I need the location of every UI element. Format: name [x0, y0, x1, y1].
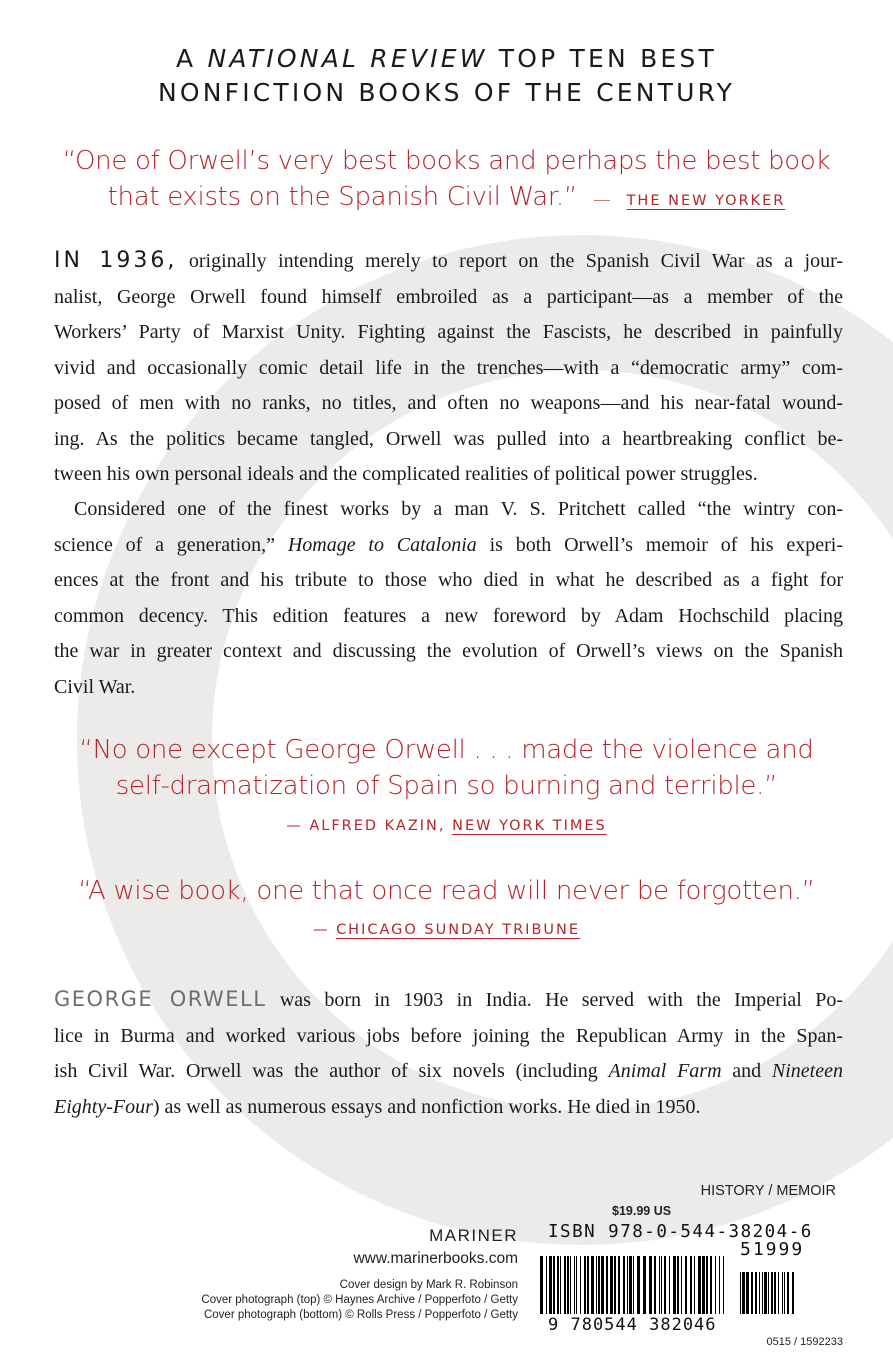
barcode-bar: [784, 1272, 785, 1314]
quote-line: [30, 179, 863, 219]
barcode-bar: [768, 1272, 769, 1314]
quote-line: “One of Orwell’s very best books and perhaps the best book: [62, 146, 831, 176]
barcode-bar: [587, 1256, 589, 1314]
barcode-bar: [782, 1272, 783, 1314]
barcode-bar: [762, 1272, 763, 1314]
barcode-bar: [618, 1256, 620, 1314]
barcode-bar: [759, 1272, 760, 1314]
text-line: [54, 1090, 843, 1126]
barcode-bar: [627, 1256, 628, 1314]
quote-tribune-attribution: [0, 922, 893, 938]
barcode-bar: [580, 1256, 581, 1314]
barcode-bar: [591, 1256, 594, 1314]
barcode-digits: 9 780544 382046: [545, 1315, 720, 1335]
quote-source: THE NEW YORKER: [626, 193, 786, 209]
credit-line: Cover design by Mark R. Robinson: [339, 1279, 518, 1291]
author-bio: [54, 982, 843, 1125]
attribution-prefix: — ALFRED KAZIN,: [286, 818, 453, 834]
quote-text: that exists on the Spanish Civil War.”: [107, 182, 577, 212]
barcode-bar: [610, 1256, 613, 1314]
barcode-bar: [751, 1272, 753, 1314]
barcode-bar: [792, 1272, 794, 1314]
barcode-bar: [633, 1256, 634, 1314]
text-line: common decency. This edition features a new foreword by Adam Hochschild placing: [54, 604, 843, 627]
text-segment: ish Civil War. Orwell was the author of six novels (including: [54, 1060, 609, 1082]
text-line: ences at the front and his tribute to those who died in what he described as a fight for: [54, 569, 843, 591]
barcode-bar: [601, 1256, 604, 1314]
barcode-bar: [746, 1272, 749, 1314]
barcode-bar: [576, 1256, 577, 1314]
barcode-bar: [698, 1256, 701, 1314]
text-segment: originally intending merely to report on the Spanish Civil War as a jour-: [177, 250, 843, 272]
barcode-bar: [787, 1272, 789, 1314]
barcode-bar: [574, 1256, 575, 1314]
description-paragraph-2: [54, 492, 843, 705]
text-line: vivid and occasionally comic detail life in the trenches—with a “democratic army” com-: [54, 356, 843, 379]
quote-kazin: [30, 732, 863, 804]
text-line: Civil War.: [54, 675, 136, 698]
text-line: lice in Burma and worked various jobs before joining the Republican Army in the Span-: [54, 1024, 843, 1047]
text-line: [54, 1054, 843, 1090]
barcode-bar: [694, 1256, 695, 1314]
barcode-bar: [771, 1272, 773, 1314]
text-line: Considered one of the finest works by a man V. S. Pritchett called “the wintry con-: [74, 498, 843, 520]
book-title: Animal Farm: [608, 1060, 722, 1082]
headline-prefix: A: [176, 44, 208, 73]
barcode-bar: [598, 1256, 600, 1314]
quote-tribune: [30, 873, 863, 909]
quote-line: “No one except George Orwell . . . made the violence and: [79, 735, 814, 765]
barcode-bar: [669, 1256, 670, 1314]
barcode-bar: [778, 1272, 779, 1314]
headline-suffix: TOP TEN BEST: [487, 44, 717, 73]
attribution-prefix: —: [312, 922, 337, 938]
barcode-bars: [540, 1256, 730, 1314]
barcode-bar: [596, 1256, 597, 1314]
barcode-bar: [557, 1256, 559, 1314]
barcode-bar: [567, 1256, 569, 1314]
credit-line: Cover photograph (bottom) © Rolls Press / Popperfoto / Getty: [203, 1309, 518, 1321]
quote-kazin-attribution: [0, 818, 893, 834]
barcode-bar: [637, 1256, 640, 1314]
barcode-bar: [570, 1256, 571, 1314]
quote-line: self-dramatization of Spain so burning and terrible.”: [115, 771, 778, 801]
barcode-bar: [673, 1256, 676, 1314]
barcode-bar: [649, 1256, 652, 1314]
headline-line-2: NONFICTION BOOKS OF THE CENTURY: [157, 78, 736, 107]
book-title: Nineteen: [771, 1060, 843, 1082]
headline-italic: NATIONAL REVIEW: [207, 44, 488, 73]
quote-dash: —: [592, 189, 611, 210]
barcode-bar: [659, 1256, 660, 1314]
barcode-bar: [690, 1256, 692, 1314]
price-code: 51999: [740, 1239, 805, 1260]
price-label: $19.99 US: [612, 1204, 672, 1218]
barcode-bar: [661, 1256, 662, 1314]
barcode-bar: [755, 1272, 757, 1314]
isbn-text: ISBN 978-0-544-38204-6: [548, 1222, 813, 1242]
barcode-bar: [553, 1256, 555, 1314]
text-segment: ) as well as numerous essays and nonfiction works. He died in 1950.: [152, 1095, 701, 1118]
author-name: GEORGE ORWELL: [54, 987, 267, 1011]
text-segment: was born in 1903 in India. He served with the Imperial Po-: [266, 989, 843, 1011]
text-line: tween his own personal ideals and the complicated realities of political power struggles.: [54, 463, 758, 485]
text-line: [54, 982, 843, 1019]
barcode-bar: [774, 1272, 776, 1314]
text-line: posed of men with no ranks, no titles, and often no weapons—and his near-fatal wound-: [54, 392, 843, 414]
text-line: [54, 243, 843, 280]
quote-line: “A wise book, one that once read will never be forgotten.”: [78, 876, 815, 906]
cover-credits: [201, 1278, 518, 1323]
barcode-bar: [740, 1272, 741, 1314]
lead-in: IN 1936,: [54, 248, 178, 273]
barcode-bar: [764, 1272, 767, 1314]
book-title: Homage to Catalonia: [287, 533, 477, 556]
barcode-bar: [540, 1256, 543, 1314]
barcode-bar: [560, 1256, 561, 1314]
barcode-bar: [664, 1256, 666, 1314]
publisher-website[interactable]: www.marinerbooks.com: [353, 1250, 518, 1267]
credit-line: Cover photograph (top) © Haynes Archive / Popperfoto / Getty: [201, 1294, 518, 1306]
quote-new-yorker: [30, 143, 863, 219]
barcode-bar: [677, 1256, 679, 1314]
barcode-bar: [629, 1256, 632, 1314]
barcode-bar: [549, 1256, 552, 1314]
text-line: Workers’ Party of Marxist Unity. Fighting against the Fascists, he described in painfully: [54, 321, 843, 343]
barcode-bar: [606, 1256, 608, 1314]
barcode-bar: [623, 1256, 625, 1314]
text-line: ing. As the politics became tangled, Orwell was pulled into a heartbreaking conflict be-: [54, 427, 843, 450]
description-paragraph-1: [54, 243, 843, 493]
text-segment: science of a generation,”: [54, 533, 288, 556]
barcode-bar: [681, 1256, 682, 1314]
quote-source: NEW YORK TIMES: [452, 818, 607, 834]
text-segment: and: [721, 1060, 772, 1082]
product-code: 0515 / 1592233: [766, 1336, 843, 1348]
text-line: nalist, George Orwell found himself embroiled as a participant—as a member of the: [54, 285, 843, 308]
quote-source: CHICAGO SUNDAY TRIBUNE: [336, 922, 581, 938]
barcode-bar: [643, 1256, 646, 1314]
barcode-bar: [715, 1256, 716, 1314]
barcode-bar: [584, 1256, 586, 1314]
barcode-bar: [546, 1256, 547, 1314]
barcode-bar: [719, 1256, 720, 1314]
barcode-bar: [564, 1256, 566, 1314]
barcode-bar: [710, 1256, 712, 1314]
barcode-bar: [742, 1272, 745, 1314]
barcode-bar: [614, 1256, 616, 1314]
headline-line-1: [0, 42, 893, 76]
barcode-bar: [702, 1256, 705, 1314]
category-label: HISTORY / MEMOIR: [700, 1183, 836, 1199]
barcode-bar: [706, 1256, 708, 1314]
text-line: the war in greater context and discussing the evolution of Orwell’s views on the Spanish: [54, 640, 843, 662]
barcode-bar: [723, 1256, 724, 1314]
barcode-bar: [685, 1256, 687, 1314]
publisher-name: MARINER: [429, 1226, 518, 1245]
book-title: Eighty-Four: [54, 1095, 153, 1118]
barcode-bar: [654, 1256, 656, 1314]
text-line: [54, 528, 843, 564]
text-segment: is both Orwell’s memoir of his experi-: [476, 533, 843, 556]
price-barcode-bars: [740, 1272, 795, 1314]
